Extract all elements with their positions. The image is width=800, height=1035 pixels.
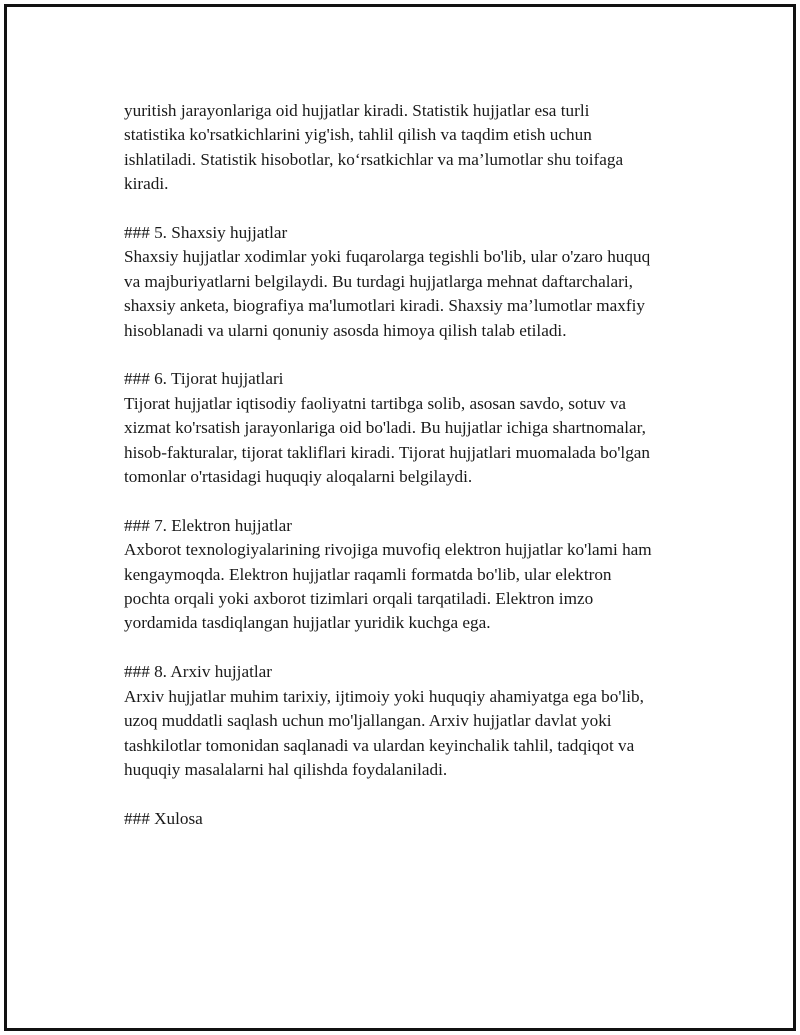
text-line: tomonlar o'rtasidagi huquqiy aloqalarni belgilaydi.	[124, 467, 473, 487]
text-line: va majburiyatlarni belgilaydi. Bu turdagi hujjatlarga mehnat daftarchalari,	[124, 271, 633, 291]
text-line: statistika ko'rsatkichlarini yig'ish, tahlil qilish va taqdim etish uchun	[124, 125, 592, 145]
text-line: yordamida tasdiqlangan hujjatlar yuridik kuchga ega.	[124, 613, 491, 633]
text-line: huquqiy masalalarni hal qilishda foydalaniladi.	[124, 759, 448, 779]
section-heading-elektron: ### 7. Elektron hujjatlar	[124, 515, 293, 535]
section-heading-arxiv: ### 8. Arxiv hujjatlar	[124, 662, 272, 682]
paragraph-statistik-continued	[124, 99, 704, 197]
paragraph-elektron	[124, 538, 704, 636]
paragraph-shaxsiy	[124, 245, 704, 343]
paragraph-arxiv	[124, 685, 704, 783]
text-line: hisob-fakturalar, tijorat takliflari kiradi. Tijorat hujjatlari muomalada bo'lgan	[124, 442, 651, 462]
text-line: Axborot texnologiyalarining rivojiga muvofiq elektron hujjatlar ko'lami ham	[124, 540, 652, 560]
section-heading-tijorat: ### 6. Tijorat hujjatlari	[124, 369, 284, 389]
text-line: uzoq muddatli saqlash uchun mo'ljallangan. Arxiv hujjatlar davlat yoki	[124, 711, 612, 731]
text-line: xizmat ko'rsatish jarayonlariga oid bo'ladi. Bu hujjatlar ichiga shartnomalar,	[124, 418, 646, 438]
text-line: shaxsiy anketa, biografiya ma'lumotlari kiradi. Shaxsiy ma’lumotlar maxfiy	[124, 296, 645, 316]
text-line: ishlatiladi. Statistik hisobotlar, ko‘rsatkichlar va ma’lumotlar shu toifaga	[124, 149, 624, 169]
document-body	[124, 99, 704, 831]
text-line: pochta orqali yoki axborot tizimlari orqali tarqatiladi. Elektron imzo	[124, 589, 594, 609]
paragraph-tijorat	[124, 392, 704, 490]
text-line: Arxiv hujjatlar muhim tarixiy, ijtimoiy yoki huquqiy ahamiyatga ega bo'lib,	[124, 686, 644, 706]
text-line: yuritish jarayonlariga oid hujjatlar kiradi. Statistik hujjatlar esa turli	[124, 101, 590, 120]
page-border	[4, 4, 796, 1031]
text-line: kengaymoqda. Elektron hujjatlar raqamli formatda bo'lib, ular elektron	[124, 564, 612, 584]
text-line: Shaxsiy hujjatlar xodimlar yoki fuqarolarga tegishli bo'lib, ular o'zaro huquq	[124, 247, 651, 267]
text-line: hisoblanadi va ularni qonuniy asosda himoya qilish talab etiladi.	[124, 320, 567, 340]
text-line: tashkilotlar tomonidan saqlanadi va ulardan keyinchalik tahlil, tadqiqot va	[124, 735, 635, 755]
section-heading-xulosa: ### Xulosa	[124, 808, 203, 828]
text-line: kiradi.	[124, 174, 169, 194]
section-heading-shaxsiy: ### 5. Shaxsiy hujjatlar	[124, 223, 288, 243]
text-line: Tijorat hujjatlar iqtisodiy faoliyatni tartibga solib, asosan savdo, sotuv va	[124, 393, 627, 413]
